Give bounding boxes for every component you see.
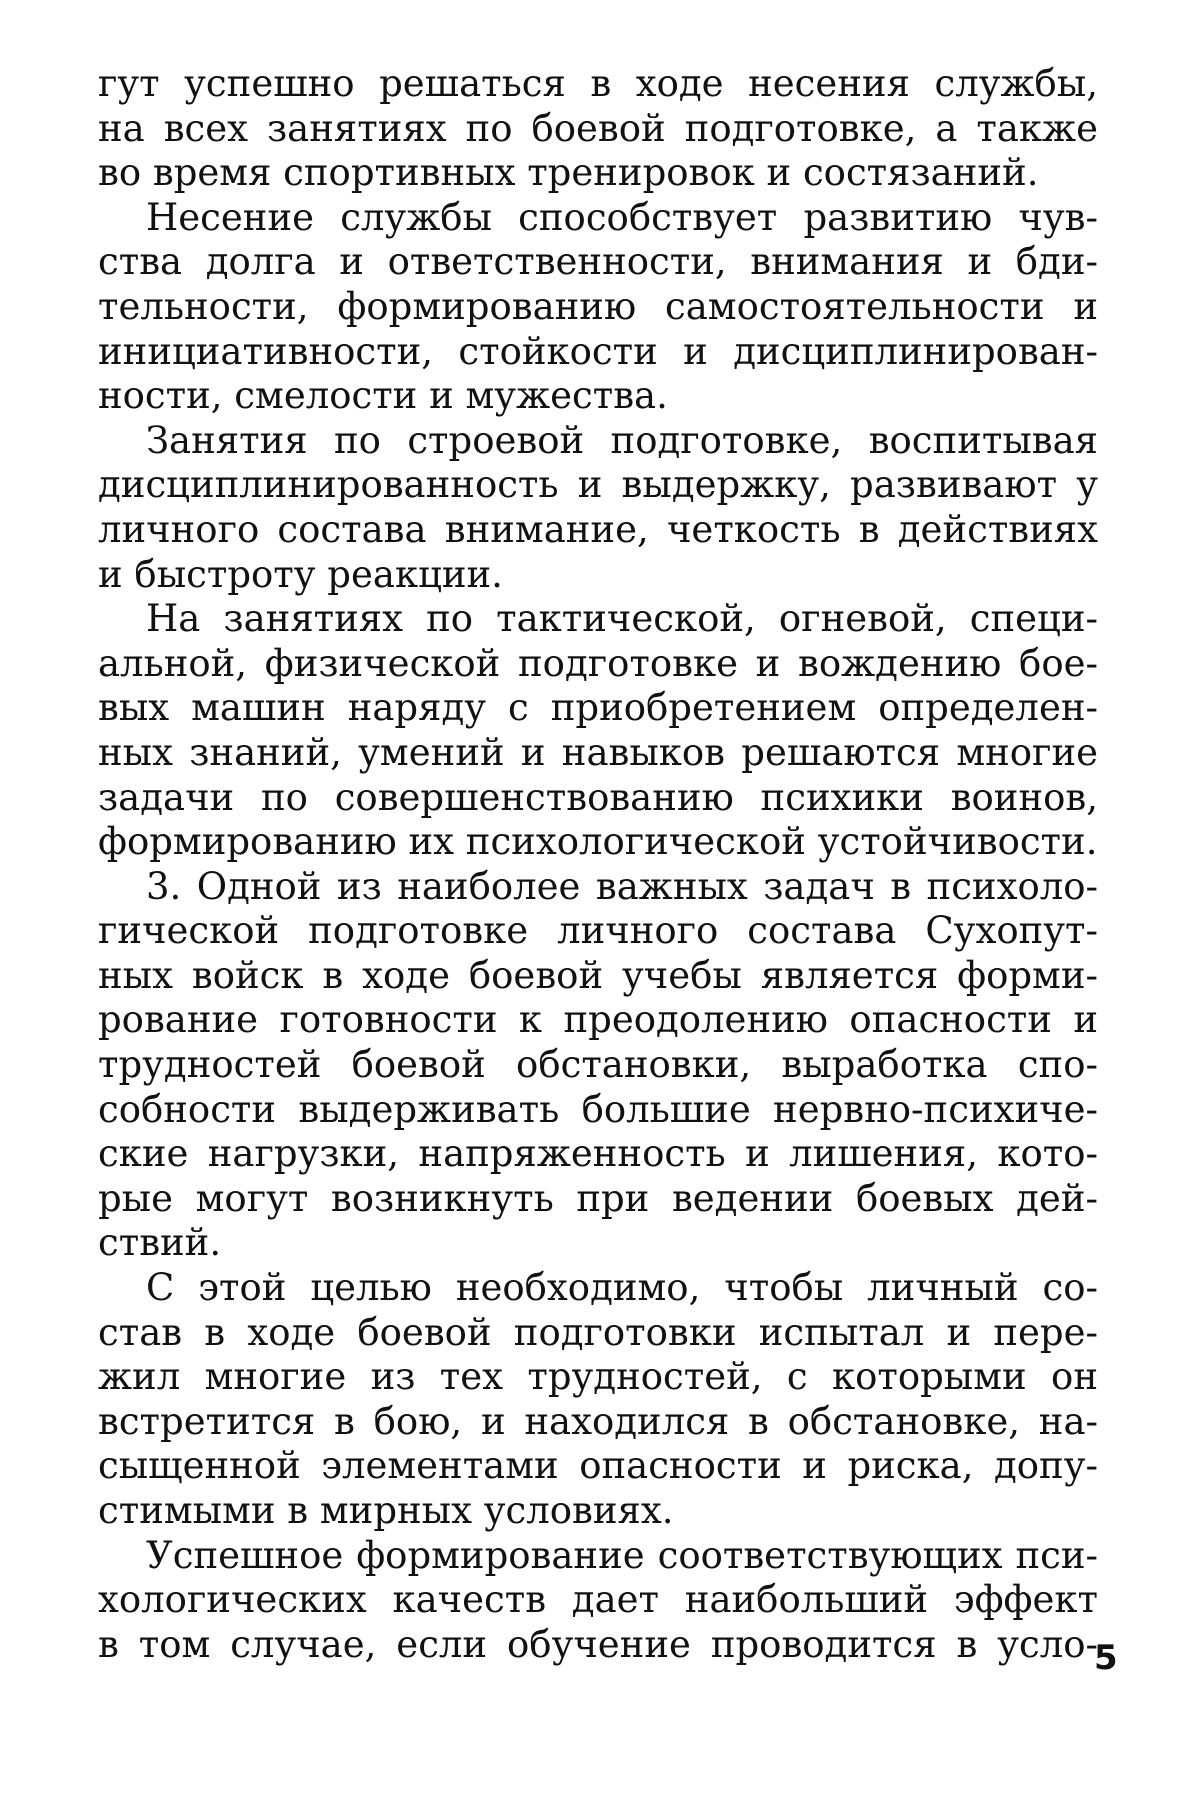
text-line: инициативности, стойкости и дисциплинирован-	[98, 329, 1098, 373]
text-line: Занятия по строевой подготовке, воспитывая	[146, 418, 1098, 462]
text-line: рование готовности к преодолению опасности и	[98, 998, 1098, 1042]
text-line: и быстроту реакции.	[98, 552, 503, 596]
text-line: ские нагрузки, напряженность и лишения, кото-	[98, 1132, 1098, 1176]
text-line: альной, физической подготовке и вождению бое-	[98, 641, 1098, 685]
page-number: 5	[1094, 1638, 1118, 1678]
text-line: в том случае, если обучение проводится в усло-	[98, 1622, 1098, 1666]
text-line: гической подготовке личного состава Сухопут-	[98, 909, 1098, 953]
text-line: хологических качеств дает наибольший эффект	[98, 1578, 1098, 1622]
text-line: ных войск в ходе боевой учебы является форми-	[98, 953, 1098, 997]
text-line: собности выдерживать большие нервно-психиче-	[98, 1087, 1098, 1131]
text-line: трудностей боевой обстановки, выработка спо-	[98, 1043, 1098, 1087]
text-line: гут успешно решаться в ходе несения службы,	[98, 62, 1098, 105]
text-line: встретится в бою, и находился в обстановке, на-	[98, 1399, 1098, 1443]
text-line: Несение службы способствует развитию чув-	[146, 195, 1098, 239]
text-line: сыщенной элементами опасности и риска, допу-	[98, 1444, 1098, 1488]
text-line: на всех занятиях по боевой подготовке, а также	[98, 106, 1098, 150]
text-line: дисциплинированность и выдержку, развивают у	[98, 463, 1098, 507]
text-line: На занятиях по тактической, огневой, специ-	[146, 597, 1098, 641]
text-line: задачи по совершенствованию психики воинов,	[98, 775, 1098, 819]
text-line: стимыми в мирных условиях.	[98, 1489, 674, 1532]
text-line: ности, смелости и мужества.	[98, 374, 668, 418]
text-line: ства долга и ответственности, внимания и бди-	[98, 240, 1098, 284]
page-text	[98, 62, 1098, 1667]
text-line: вых машин наряду с приобретением определен-	[98, 686, 1098, 730]
text-line: жил многие из тех трудностей, с которыми он	[98, 1355, 1098, 1399]
text-line: став в ходе боевой подготовки испытал и пере-	[98, 1310, 1098, 1354]
text-line: тельности, формированию самостоятельности и	[98, 284, 1098, 328]
text-line: ных знаний, умений и навыков решаются многие	[98, 730, 1098, 774]
text-line: ствий.	[98, 1221, 222, 1265]
text-line: Успешное формирование соответствующих пси-	[146, 1533, 1098, 1577]
text-line: С этой целью необходимо, чтобы личный со-	[146, 1266, 1098, 1310]
text-line: 3. Одной из наиболее важных задач в психоло-	[146, 864, 1098, 908]
text-line: рые могут возникнуть при ведении боевых дей-	[98, 1176, 1098, 1220]
text-line: формированию их психологической устойчивости.	[98, 820, 1098, 864]
text-line: личного состава внимание, четкость в действиях	[98, 507, 1098, 551]
text-line: во время спортивных тренировок и состязаний.	[98, 151, 1039, 195]
